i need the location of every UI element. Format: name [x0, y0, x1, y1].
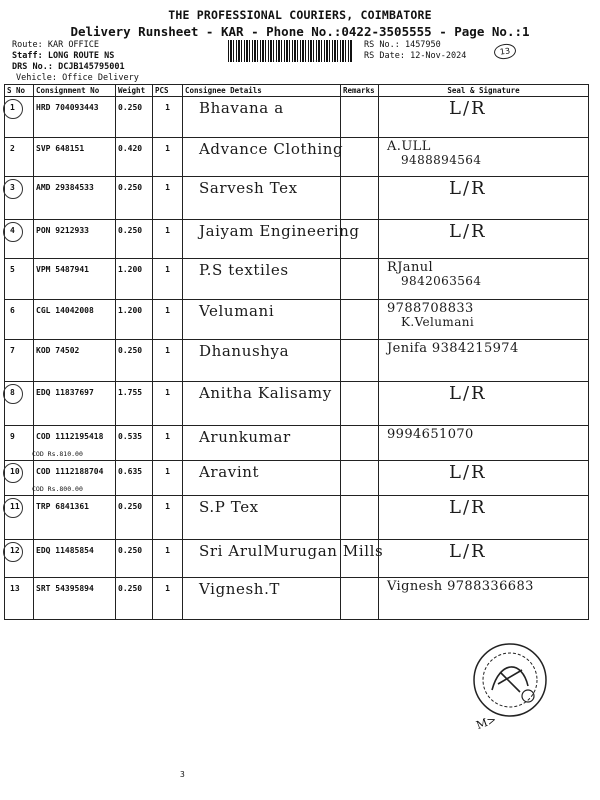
weight-cell: [116, 426, 153, 461]
remarks-cell: [341, 97, 379, 138]
sno-cell: [5, 97, 34, 138]
sno-cell: [5, 540, 34, 578]
delivery-table: [4, 84, 589, 620]
consignment-cell: [34, 220, 116, 259]
weight-value: 0.250: [118, 226, 143, 235]
sno-value: 1: [10, 103, 15, 112]
signature-extra: 9842063564: [401, 274, 482, 288]
drs-line: [12, 62, 125, 72]
signature-cell: [379, 461, 589, 496]
table-row: [5, 461, 589, 496]
sno-value: 10: [10, 467, 20, 476]
col-consignment: Consignment No: [34, 85, 116, 97]
consignment-number: TRP 6841361: [36, 502, 89, 511]
signature-text: 9788708833: [387, 301, 474, 316]
consignee-name: Sri ArulMurugan Mills: [199, 542, 384, 560]
weight-value: 0.535: [118, 432, 143, 441]
pcs-cell: [153, 461, 183, 496]
weight-cell: [116, 97, 153, 138]
weight-cell: [116, 300, 153, 340]
consignee-name: Advance Clothing: [199, 140, 344, 158]
sno-value: 12: [10, 546, 20, 555]
consignee-name: S.P Tex: [199, 498, 259, 516]
consignment-number: EDQ 11837697: [36, 388, 94, 397]
weight-value: 0.250: [118, 183, 143, 192]
pcs-cell: [153, 300, 183, 340]
signature-extra: 9488894564: [401, 153, 482, 167]
signature-cell: [379, 540, 589, 578]
pcs-value: 1: [165, 502, 170, 511]
consignee-name: Vignesh.T: [199, 580, 281, 598]
consignment-cell: [34, 496, 116, 540]
staff-value: LONG ROUTE NS: [47, 51, 115, 61]
pcs-cell: [153, 540, 183, 578]
consignee-name: Anitha Kalisamy: [199, 384, 332, 402]
consignee-name: Bhavana a: [199, 99, 284, 117]
consignee-name: Jaiyam Engineering: [199, 222, 360, 240]
rs-no-label: RS No.:: [364, 40, 400, 50]
pcs-value: 1: [165, 103, 170, 112]
consignee-cell: [183, 426, 341, 461]
sno-cell: [5, 426, 34, 461]
pcs-cell: [153, 259, 183, 300]
consignee-cell: [183, 340, 341, 382]
weight-value: 0.635: [118, 467, 143, 476]
consignment-number: COD 1112195418: [36, 432, 104, 441]
remarks-cell: [341, 177, 379, 220]
sno-value: 11: [10, 502, 20, 511]
signature-text: L/R: [449, 221, 487, 242]
drs-value: DCJB145795001: [58, 62, 125, 72]
remarks-cell: [341, 426, 379, 461]
col-sno: S No: [5, 85, 34, 97]
signature-text: L/R: [449, 462, 487, 483]
consignment-number: COD 1112188704: [36, 467, 104, 476]
pcs-value: 1: [165, 265, 170, 274]
pcs-cell: [153, 177, 183, 220]
weight-cell: [116, 340, 153, 382]
vehicle-label: Vehicle:: [16, 73, 57, 83]
remarks-cell: [341, 259, 379, 300]
weight-cell: [116, 177, 153, 220]
consignment-number: VPM 5487941: [36, 265, 89, 274]
weight-value: 0.250: [118, 546, 143, 555]
pcs-cell: [153, 138, 183, 177]
handwritten-circle-icon: [3, 463, 23, 483]
weight-value: 1.200: [118, 306, 143, 315]
consignee-name: Arunkumar: [199, 428, 291, 446]
table-row: [5, 259, 589, 300]
signature-text: L/R: [449, 541, 487, 562]
sno-cell: [5, 461, 34, 496]
consignment-cell: [34, 382, 116, 426]
table-row: [5, 220, 589, 259]
sno-value: 2: [10, 144, 15, 153]
consignee-cell: [183, 177, 341, 220]
remarks-cell: [341, 340, 379, 382]
pcs-cell: [153, 382, 183, 426]
consignment-cell: [34, 426, 116, 461]
consignment-cell: [34, 340, 116, 382]
pcs-value: 1: [165, 144, 170, 153]
handwritten-circle-icon: [3, 542, 23, 562]
rs-date-line: [364, 51, 466, 61]
weight-cell: [116, 496, 153, 540]
table-row: [5, 578, 589, 620]
company-title: THE PROFESSIONAL COURIERS, COIMBATORE: [168, 8, 432, 22]
sno-cell: [5, 259, 34, 300]
signature-cell: [379, 578, 589, 620]
consignment-number: SVP 648151: [36, 144, 85, 153]
sno-value: 8: [10, 388, 15, 397]
remarks-cell: [341, 461, 379, 496]
signature-text: L/R: [449, 178, 487, 199]
handwritten-circle-icon: [3, 99, 23, 119]
table-row: [5, 340, 589, 382]
signature-cell: [379, 177, 589, 220]
table-header-row: [5, 85, 589, 97]
barcode-image: [228, 40, 352, 62]
consignment-number: AMD 29384533: [36, 183, 94, 192]
drs-label: DRS No.:: [12, 62, 53, 72]
consignee-name: Aravint: [199, 463, 260, 481]
sno-value: 6: [10, 306, 15, 315]
sno-cell: [5, 138, 34, 177]
weight-cell: [116, 540, 153, 578]
consignment-number: KOD 74502: [36, 346, 80, 355]
consignee-cell: [183, 138, 344, 177]
sno-value: 9: [10, 432, 15, 441]
remarks-cell: [341, 138, 379, 177]
signature-cell: [379, 138, 589, 177]
weight-cell: [116, 220, 153, 259]
consignment-number: HRD 704093443: [36, 103, 99, 112]
consignment-number: EDQ 11485854: [36, 546, 94, 555]
weight-cell: [116, 259, 153, 300]
consignment-cell: [34, 97, 116, 138]
pcs-cell: [153, 426, 183, 461]
signature-cell: [379, 259, 589, 300]
signature-cell: [379, 300, 589, 340]
col-signature: Seal & Signature: [379, 85, 589, 97]
pcs-value: 1: [165, 388, 170, 397]
weight-cell: [116, 382, 153, 426]
consignee-name: Sarvesh Tex: [199, 179, 298, 197]
col-remarks: Remarks: [341, 85, 379, 97]
weight-value: 0.420: [118, 144, 143, 153]
signature-cell: [379, 340, 589, 382]
staff-label: Staff:: [12, 51, 43, 61]
sno-value: 5: [10, 265, 15, 274]
col-weight: Weight: [116, 85, 153, 97]
signature-text: 9994651070: [387, 427, 474, 442]
signature-cell: [379, 382, 589, 426]
pcs-cell: [153, 220, 183, 259]
pcs-value: 1: [165, 226, 170, 235]
table-row: [5, 426, 589, 461]
handwritten-circle-icon: [3, 498, 23, 518]
handwritten-circle-icon: [3, 179, 23, 199]
handwritten-circle-icon: [3, 384, 23, 404]
col-pcs: PCS: [153, 85, 183, 97]
consignment-cell: [34, 177, 116, 220]
sno-cell: [5, 496, 34, 540]
consignment-number: SRT 54395894: [36, 584, 94, 593]
pcs-value: 1: [165, 306, 170, 315]
pcs-value: 1: [165, 584, 170, 593]
weight-value: 0.250: [118, 346, 143, 355]
rs-date-value: 12-Nov-2024: [410, 51, 467, 61]
consignee-cell: [183, 220, 360, 259]
signature-text: L/R: [449, 98, 487, 119]
table-row: [5, 382, 589, 426]
pcs-cell: [153, 496, 183, 540]
cod-amount: COD Rs.810.00: [32, 450, 83, 458]
consignment-cell: [34, 300, 116, 340]
footer-mark: 3: [180, 770, 185, 779]
sno-value: 3: [10, 183, 15, 192]
route-line: [12, 40, 99, 50]
pcs-value: 1: [165, 183, 170, 192]
consignment-number: PON 9212933: [36, 226, 89, 235]
remarks-cell: [341, 578, 379, 620]
table-row: [5, 496, 589, 540]
rs-no-line: [364, 40, 441, 50]
vehicle-value: Office Delivery: [62, 73, 139, 83]
table-row: [5, 138, 589, 177]
weight-value: 1.200: [118, 265, 143, 274]
sno-cell: [5, 340, 34, 382]
consignee-cell: [183, 97, 341, 138]
sno-cell: [5, 578, 34, 620]
pcs-value: 1: [165, 467, 170, 476]
consignee-name: Velumani: [199, 302, 275, 320]
consignment-cell: [34, 461, 116, 496]
signature-cell: [379, 220, 589, 259]
runsheet-subtitle: Delivery Runsheet - KAR - Phone No.:0422-3505555 - Page No.:1: [70, 24, 530, 39]
signature-text: A.ULL: [387, 139, 431, 154]
pcs-cell: [153, 578, 183, 620]
delivery-stamp-icon: [470, 640, 550, 720]
pcs-cell: [153, 340, 183, 382]
consignee-cell: [183, 496, 341, 540]
table-row: [5, 97, 589, 138]
weight-value: 0.250: [118, 584, 143, 593]
handwritten-circle-icon: [3, 222, 23, 242]
consignee-cell: [183, 382, 341, 426]
signature-text: RJanul: [387, 260, 434, 275]
sno-value: 13: [10, 584, 20, 593]
signature-cell: [379, 496, 589, 540]
consignment-cell: [34, 578, 116, 620]
pcs-value: 1: [165, 432, 170, 441]
signature-extra: K.Velumani: [401, 315, 475, 329]
remarks-cell: [341, 382, 379, 426]
weight-cell: [116, 461, 153, 496]
sno-value: 4: [10, 226, 15, 235]
pcs-value: 1: [165, 346, 170, 355]
pcs-value: 1: [165, 546, 170, 555]
sno-cell: [5, 177, 34, 220]
consignee-cell: [183, 300, 341, 340]
handwritten-count: 13: [493, 43, 517, 61]
consignment-cell: [34, 540, 116, 578]
table-row: [5, 300, 589, 340]
consignee-name: P.S textiles: [199, 261, 289, 279]
signature-text: Jenifa 9384215974: [387, 341, 519, 356]
weight-cell: [116, 578, 153, 620]
rs-no-value: 1457950: [404, 40, 441, 50]
consignee-cell: [183, 540, 384, 578]
weight-value: 0.250: [118, 103, 143, 112]
sno-cell: [5, 382, 34, 426]
col-consignee: Consignee Details: [183, 85, 341, 97]
consignee-cell: [183, 461, 341, 496]
signature-cell: [379, 426, 589, 461]
route-label: Route:: [12, 40, 43, 50]
consignment-cell: [34, 138, 116, 177]
stamp-handwriting: M>: [474, 712, 499, 733]
consignee-name: Dhanushya: [199, 342, 290, 360]
table-row: [5, 540, 589, 578]
sno-value: 7: [10, 346, 15, 355]
staff-line: [12, 51, 114, 61]
remarks-cell: [341, 496, 379, 540]
consignee-cell: [183, 259, 341, 300]
weight-value: 0.250: [118, 502, 143, 511]
route-value: KAR OFFICE: [47, 40, 100, 50]
pcs-cell: [153, 97, 183, 138]
cod-amount: COD Rs.800.00: [32, 485, 83, 493]
consignment-cell: [34, 259, 116, 300]
weight-cell: [116, 138, 153, 177]
sno-cell: [5, 300, 34, 340]
signature-text: L/R: [449, 497, 487, 518]
remarks-cell: [341, 300, 379, 340]
signature-text: Vignesh 9788336683: [387, 579, 534, 594]
table-row: [5, 177, 589, 220]
weight-value: 1.755: [118, 388, 143, 397]
signature-text: L/R: [449, 383, 487, 404]
vehicle-line: [16, 73, 139, 83]
consignee-cell: [183, 578, 341, 620]
sno-cell: [5, 220, 34, 259]
consignment-number: CGL 14042008: [36, 306, 94, 315]
rs-date-label: RS Date:: [364, 51, 405, 61]
signature-cell: [379, 97, 589, 138]
